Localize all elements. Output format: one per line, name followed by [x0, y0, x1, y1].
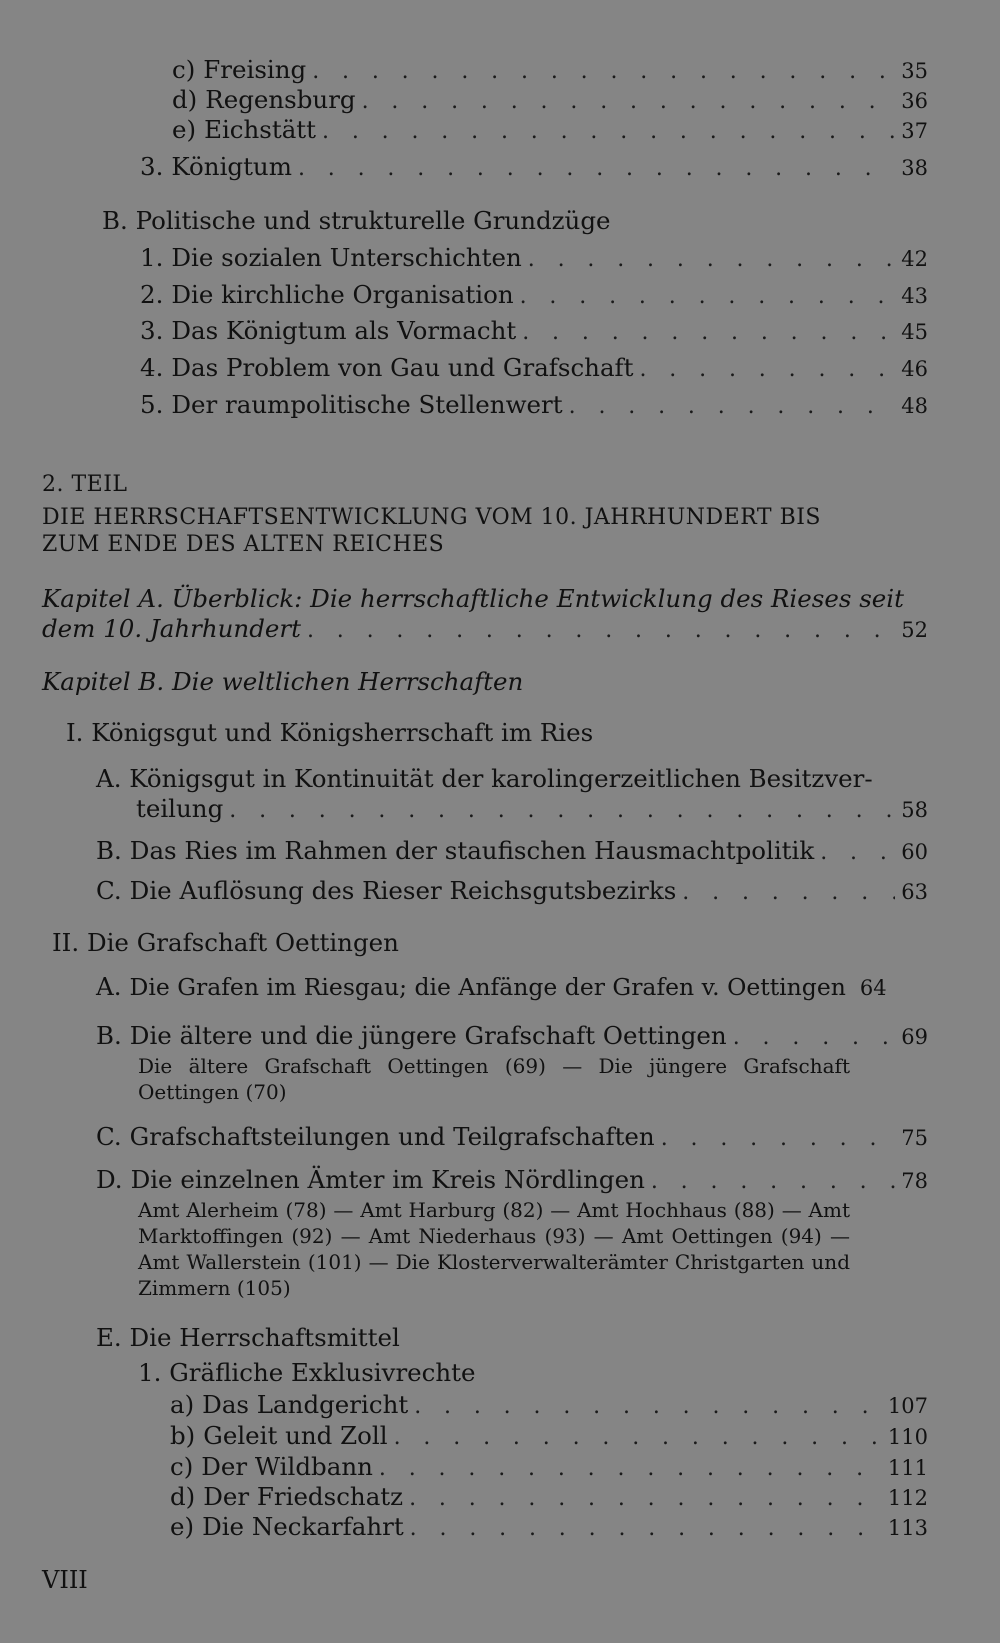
- toc-entry: [172, 115, 928, 147]
- dot-leader: [229, 796, 895, 826]
- part-label: 2. TEIL: [42, 472, 128, 497]
- entry-title: Grafschaftsteilungen und Teilgrafschaften: [129, 1122, 655, 1151]
- entry-title: Der Friedschatz: [203, 1482, 404, 1511]
- toc-entry: [170, 1512, 928, 1544]
- dot-leader: [522, 318, 895, 348]
- entry-heading: [96, 1323, 400, 1353]
- entry-title-line: [96, 764, 873, 794]
- entry-title: Das Landgericht: [202, 1390, 409, 1419]
- entry-title: Der raumpolitische Stellenwert: [171, 390, 563, 419]
- chapter-title: Kapitel B. Die weltlichen Herrschaften: [42, 667, 524, 696]
- entry-page: 42: [901, 247, 928, 271]
- entry-title: Die Herrschaftsmittel: [129, 1323, 400, 1352]
- entry-number: A.: [96, 764, 122, 793]
- dot-leader: [312, 57, 895, 87]
- entry-number: c): [170, 1452, 194, 1481]
- entry-page: 45: [901, 320, 928, 344]
- entry-number: C.: [96, 1122, 122, 1151]
- toc-entry: [96, 972, 928, 1004]
- section-number: B.: [102, 206, 128, 235]
- entry-number: 3.: [140, 152, 164, 181]
- dot-leader: [394, 1423, 882, 1453]
- entry-number: e): [170, 1512, 195, 1541]
- chapter-title: Kapitel A. Überblick: Die herrschaftliche Entwicklung des Rieses seit: [42, 584, 904, 613]
- entry-number: B.: [96, 836, 122, 865]
- entry-number: c): [172, 55, 196, 84]
- entry-title: Das Königtum als Vormacht: [171, 316, 517, 345]
- entry-page: 110: [887, 1425, 928, 1449]
- entry-number: A.: [96, 972, 122, 1001]
- toc-entry: [170, 1452, 928, 1484]
- dot-leader: [661, 1124, 896, 1154]
- entry-title: Die sozialen Unterschichten: [171, 243, 522, 272]
- entry-page: 107: [887, 1394, 928, 1418]
- dot-leader: [307, 616, 895, 646]
- entry-number: b): [170, 1421, 196, 1450]
- entry-page: 111: [887, 1456, 928, 1480]
- dot-leader: [682, 878, 895, 908]
- dot-leader: [528, 245, 896, 275]
- entry-number: 4.: [140, 353, 164, 382]
- entry-page: 113: [887, 1516, 928, 1540]
- entry-page: 64: [859, 976, 887, 1000]
- entry-title: teilung: [136, 794, 224, 823]
- dot-leader: [414, 1392, 882, 1422]
- toc-entry: [42, 614, 928, 646]
- entry-page: 48: [901, 394, 928, 418]
- dot-leader: [322, 117, 895, 147]
- entry-number: B.: [96, 1021, 122, 1050]
- toc-entry: [170, 1390, 928, 1422]
- toc-entry: [96, 1165, 928, 1197]
- toc-entry: [140, 353, 928, 385]
- toc-entry: [140, 316, 928, 348]
- entry-page: 75: [901, 1126, 928, 1150]
- entry-subtopics: Amt Alerheim (78) — Amt Harburg (82) — Amt Hochhaus (88) — Amt Marktoffingen (92) — Amt Niederhaus (93) — Amt Oettingen (94) — Amt Wallerstein (101) — Die Klosterverwalterämter Christgarten und Zimmern (105): [138, 1198, 850, 1300]
- entry-subtopics: Die ältere Grafschaft Oettingen (69) — Die jüngere Grafschaft Oettingen (70): [138, 1054, 850, 1104]
- entry-page: 60: [901, 840, 928, 864]
- entry-title: Eichstätt: [204, 115, 316, 144]
- entry-heading: [138, 1358, 476, 1388]
- entry-number: 5.: [140, 390, 164, 419]
- entry-page: 58: [901, 798, 928, 822]
- entry-page: 112: [887, 1486, 928, 1510]
- entry-number: 1.: [138, 1358, 162, 1387]
- toc-entry: [140, 390, 928, 422]
- entry-title: Die Neckarfahrt: [202, 1512, 404, 1541]
- toc-entry: [170, 1482, 928, 1514]
- entry-number: E.: [96, 1323, 122, 1352]
- toc-entry: [172, 85, 928, 117]
- entry-page: 69: [901, 1025, 928, 1049]
- entry-page: 43: [901, 284, 928, 308]
- entry-title: Der Wildbann: [201, 1452, 373, 1481]
- toc-entry: [140, 280, 928, 312]
- entry-title: Freising: [203, 55, 307, 84]
- dot-leader: [639, 355, 895, 385]
- subchapter-title: Königsgut und Königsherrschaft im Ries: [91, 718, 594, 747]
- entry-title: Königsgut in Kontinuität der karolingerzeitlichen Besitzver-: [129, 764, 873, 793]
- toc-entry: [96, 876, 928, 908]
- entry-title: dem 10. Jahrhundert: [42, 614, 301, 643]
- toc-entry: [96, 1021, 928, 1053]
- entry-number: d): [172, 85, 198, 114]
- section-heading: [102, 206, 611, 236]
- entry-title: Das Ries im Rahmen der staufischen Hausmachtpolitik: [129, 836, 815, 865]
- entry-title: Die Auflösung des Rieser Reichsgutsbezirks: [129, 876, 677, 905]
- entry-number: D.: [96, 1165, 123, 1194]
- entry-title: Regensburg: [205, 85, 356, 114]
- toc-entry: [136, 794, 928, 826]
- entry-title: Das Problem von Gau und Grafschaft: [171, 353, 634, 382]
- entry-title: Die einzelnen Ämter im Kreis Nördlingen: [130, 1165, 645, 1194]
- subchapter-title: Die Grafschaft Oettingen: [86, 928, 399, 957]
- entry-title: Die ältere und die jüngere Grafschaft Oettingen: [129, 1021, 727, 1050]
- toc-entry: [172, 55, 928, 87]
- dot-leader: [409, 1484, 882, 1514]
- part-title-line: ZUM ENDE DES ALTEN REICHES: [42, 532, 445, 557]
- entry-page: 52: [901, 618, 928, 642]
- entry-title: Die Grafen im Riesgau; die Anfänge der Grafen v. Oettingen: [129, 973, 846, 1001]
- entry-title: Königtum: [171, 152, 292, 181]
- entry-page: 37: [901, 119, 928, 143]
- entry-number: a): [170, 1390, 195, 1419]
- entry-title: Geleit und Zoll: [203, 1421, 388, 1450]
- toc-entry: [96, 1122, 928, 1154]
- entry-number: e): [172, 115, 197, 144]
- entry-title: Gräfliche Exklusivrechte: [169, 1358, 476, 1387]
- entry-number: 2.: [140, 280, 164, 309]
- section-title: Politische und strukturelle Grundzüge: [135, 206, 611, 235]
- entry-page: 35: [901, 59, 928, 83]
- toc-entry: [96, 836, 928, 868]
- entry-page: 36: [901, 89, 928, 113]
- toc-entry: [140, 243, 928, 275]
- entry-title: Die kirchliche Organisation: [171, 280, 514, 309]
- part-title-line: DIE HERRSCHAFTSENTWICKLUNG VOM 10. JAHRHUNDERT BIS: [42, 505, 822, 530]
- dot-leader: [820, 838, 895, 868]
- entry-page: 38: [901, 156, 928, 180]
- dot-leader: [520, 282, 896, 312]
- dot-leader: [298, 154, 895, 184]
- subchapter-heading: [52, 928, 399, 958]
- dot-leader: [651, 1167, 895, 1197]
- entry-number: 3.: [140, 316, 164, 345]
- dot-leader: [379, 1454, 882, 1484]
- subchapter-number: II.: [52, 928, 80, 957]
- entry-number: 1.: [140, 243, 164, 272]
- toc-entry: [140, 152, 928, 184]
- entry-page: 46: [901, 357, 928, 381]
- entry-page: 78: [901, 1169, 928, 1193]
- subchapter-heading: [66, 718, 593, 748]
- entry-number: d): [170, 1482, 196, 1511]
- entry-page: 63: [901, 880, 928, 904]
- page-number: VIII: [42, 1566, 88, 1594]
- dot-leader: [569, 392, 896, 422]
- dot-leader: [410, 1514, 882, 1544]
- dot-leader: [362, 87, 896, 117]
- subchapter-number: I.: [66, 718, 84, 747]
- toc-entry: [170, 1421, 928, 1453]
- dot-leader: [733, 1023, 896, 1053]
- entry-number: C.: [96, 876, 122, 905]
